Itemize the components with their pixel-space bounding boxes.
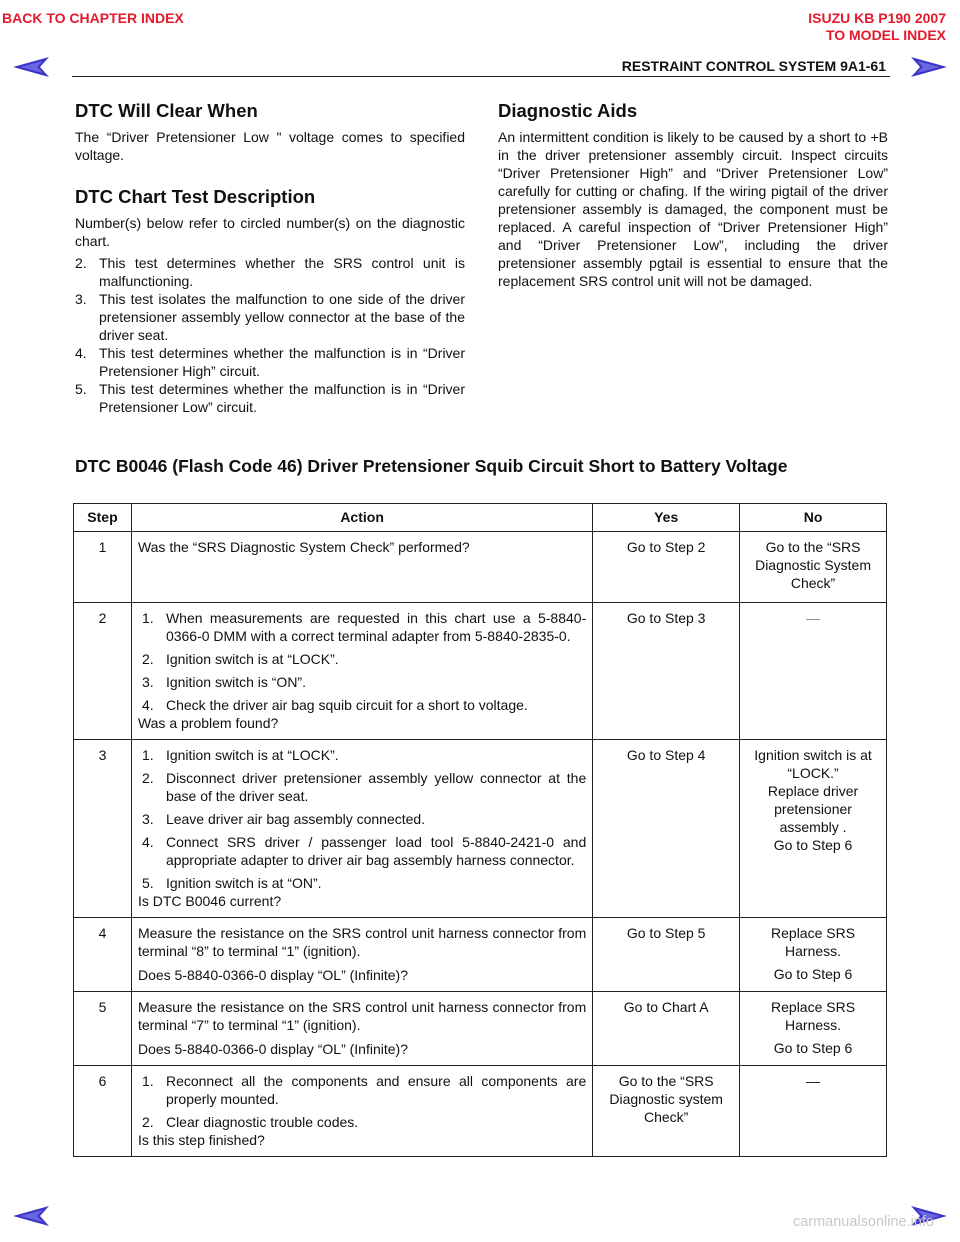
table-row xyxy=(74,603,887,740)
table-row xyxy=(74,532,887,603)
no-cell: Replace SRS Harness. Go to Step 6 xyxy=(740,918,887,992)
action-cell: Measure the resistance on the SRS control unit harness connector from terminal “7” to terminal “1” (ignition). Does 5-8840-0366-0 display “OL” (Infinite)? xyxy=(131,992,592,1066)
column-header-yes: Yes xyxy=(593,504,740,532)
no-cell: Replace SRS Harness. Go to Step 6 xyxy=(740,992,887,1066)
clear-text: The “Driver Pretensioner Low " voltage comes to specified voltage. xyxy=(75,129,465,163)
step-number: 1 xyxy=(74,532,132,603)
list-item: 4. This test determines whether the malfunction is in “Driver Pretensioner High” circuit. xyxy=(75,345,465,379)
step-number: 2 xyxy=(74,603,132,740)
prev-page-arrow-icon[interactable] xyxy=(12,1205,50,1227)
header-divider xyxy=(72,76,890,77)
page-header-title: RESTRAINT CONTROL SYSTEM 9A1-61 xyxy=(621,58,886,74)
yes-cell: Go to Chart A xyxy=(593,992,740,1066)
table-row xyxy=(74,918,887,992)
no-cell: — xyxy=(740,1066,887,1157)
no-cell: Ignition switch is at “LOCK.” Replace driver pretensioner assembly . Go to Step 6 xyxy=(740,740,887,918)
no-cell: — xyxy=(740,603,887,740)
yes-cell: Go to the “SRS Diagnostic system Check” xyxy=(593,1066,740,1157)
column-header-step: Step xyxy=(74,504,132,532)
chart-heading: DTC Chart Test Description xyxy=(75,186,316,207)
right-column xyxy=(498,100,888,290)
table-row xyxy=(74,992,887,1066)
aids-heading: Diagnostic Aids xyxy=(498,100,638,121)
column-header-action: Action xyxy=(131,504,592,532)
table-row xyxy=(74,1066,887,1157)
no-cell: Go to the “SRS Diagnostic System Check” xyxy=(740,532,887,603)
back-to-chapter-index-link[interactable]: BACK TO CHAPTER INDEX xyxy=(2,10,184,26)
step-number: 5 xyxy=(74,992,132,1066)
step-number: 4 xyxy=(74,918,132,992)
aids-text: An intermittent condition is likely to be caused by a short to +B in the driver pretensioner assembly circuit. Inspect circuits “Driver Pretensioner High” and “Driver Pretensioner Low” carefully for cutting or chafing. If the wiring pigtail of the driver pretensioner assembly is damaged, the component must be replaced. A careful inspection of “Driver Pretensioner High” and “Driver Pretensioner Low”, including the driver pretensioner assembly pgtail is essential to ensure that the replacement SRS control unit will not be damaged. xyxy=(498,129,888,289)
yes-cell: Go to Step 3 xyxy=(593,603,740,740)
test-description-list xyxy=(75,254,465,416)
table-row xyxy=(74,740,887,918)
list-item: 2. This test determines whether the SRS control unit is malfunctioning. xyxy=(75,255,465,289)
action-cell: Was the “SRS Diagnostic System Check” performed? xyxy=(131,532,592,603)
dtc-title: DTC B0046 (Flash Code 46) Driver Pretensioner Squib Circuit Short to Battery Voltage xyxy=(75,456,788,476)
clear-heading: DTC Will Clear When xyxy=(75,100,258,121)
yes-cell: Go to Step 2 xyxy=(593,532,740,603)
yes-cell: Go to Step 5 xyxy=(593,918,740,992)
step-number: 6 xyxy=(74,1066,132,1157)
diagnostic-table xyxy=(73,503,887,1157)
table-header-row xyxy=(74,504,887,532)
column-header-no: No xyxy=(740,504,887,532)
action-cell: 1. Reconnect all the components and ensure all components are properly mounted. 2. Clear diagnostic trouble codes. Is this step finished? xyxy=(131,1066,592,1157)
chart-intro: Number(s) below refer to circled number(s) on the diagnostic chart. xyxy=(75,215,465,249)
list-item: 5. This test determines whether the malfunction is in “Driver Pretensioner Low” circuit. xyxy=(75,381,465,415)
left-column xyxy=(75,100,465,416)
action-cell: Measure the resistance on the SRS control unit harness connector from terminal “8” to terminal “1” (ignition). Does 5-8840-0366-0 display “OL” (Infinite)? xyxy=(131,918,592,992)
next-page-arrow-icon[interactable] xyxy=(910,56,948,78)
prev-page-arrow-icon[interactable] xyxy=(12,56,50,78)
to-model-index-label: TO MODEL INDEX xyxy=(825,27,946,43)
yes-cell: Go to Step 4 xyxy=(593,740,740,918)
model-name: ISUZU KB P190 2007 xyxy=(808,10,946,26)
model-index-link[interactable] xyxy=(808,10,946,44)
action-cell: 1. When measurements are requested in this chart use a 5-8840-0366-0 DMM with a correct terminal adapter from 5-8840-2835-0. 2. Ignition switch is at “LOCK”. 3. Ignition switch is “ON”. 4. Check the driver air bag squib circuit for a short to voltage. Was a problem found? xyxy=(131,603,592,740)
list-item: 3. This test isolates the malfunction to one side of the driver pretensioner assembly yellow connector at the base of the driver seat. xyxy=(75,291,465,343)
action-cell: 1. Ignition switch is at “LOCK”. 2. Disconnect driver pretensioner assembly yellow connector at the base of the driver seat. 3. Leave driver air bag assembly connected. 4. Connect SRS driver / passenger load tool 5-8840-2421-0 and appropriate adapter to driver air bag assembly harness connector. 5. Ignition switch is at “ON”. Is DTC B0046 current? xyxy=(131,740,592,918)
watermark: carmanualsonline.info xyxy=(792,1214,934,1230)
step-number: 3 xyxy=(74,740,132,918)
